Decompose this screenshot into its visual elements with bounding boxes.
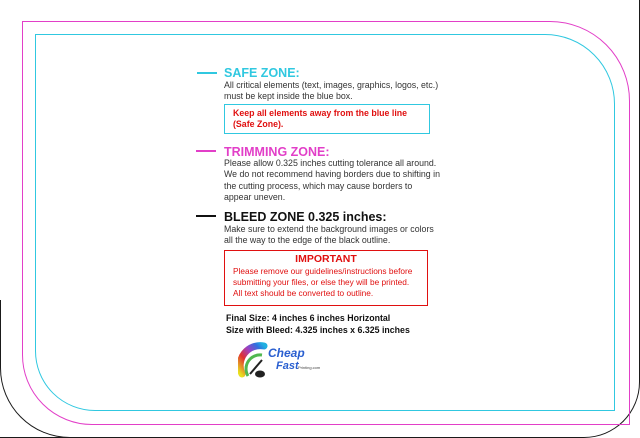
trimming-zone-line: We do not recommend having borders due to shifting in (224, 169, 440, 180)
bleed-zone-line: all the way to the edge of the black outline. (224, 235, 391, 246)
safe-zone-callout (224, 104, 430, 134)
cheap-fast-printing-logo (238, 338, 328, 382)
safe-zone-line: All critical elements (text, images, graphics, logos, etc.) (224, 80, 439, 90)
important-line: submitting your files, or else they will be printed. (233, 277, 410, 288)
trimming-zone-heading: TRIMMING ZONE: (224, 145, 330, 159)
logo-word-2: Fast (276, 360, 299, 372)
trimming-zone-line: appear uneven. (224, 192, 286, 203)
safe-zone-line: must be kept inside the blue box. (224, 91, 353, 102)
trimming-zone-marker (196, 150, 216, 152)
important-line: Please remove our guidelines/instructions before (233, 266, 413, 276)
trimming-zone-line: the cutting process, which may cause borders to (224, 180, 413, 191)
bleed-zone-line: Make sure to extend the background images or colors (224, 224, 434, 234)
bleed-zone-text (224, 224, 434, 247)
safe-zone-callout-line: (Safe Zone). (233, 119, 284, 129)
safe-zone-text (224, 80, 438, 103)
safe-zone-callout-line: Keep all elements away from the blue line (233, 108, 408, 118)
trimming-zone-text (224, 158, 440, 204)
logo-word-1: Cheap (268, 346, 305, 360)
size-info (226, 313, 410, 336)
logo-tagline: Printing.com (298, 365, 321, 370)
final-size: Final Size: 4 inches 6 inches Horizontal (226, 313, 391, 323)
safe-zone-heading: SAFE ZONE: (224, 66, 300, 80)
important-notice (224, 250, 428, 306)
safe-zone-marker (197, 72, 217, 74)
important-title: IMPORTANT (295, 253, 357, 265)
trimming-zone-line: Please allow 0.325 inches cutting tolerance all around. (224, 158, 437, 168)
bleed-zone-marker (196, 215, 216, 217)
bleed-zone-heading: BLEED ZONE 0.325 inches: (224, 210, 387, 224)
bleed-size: Size with Bleed: 4.325 inches x 6.325 inches (226, 324, 410, 335)
important-line: All text should be converted to outline. (233, 288, 374, 299)
